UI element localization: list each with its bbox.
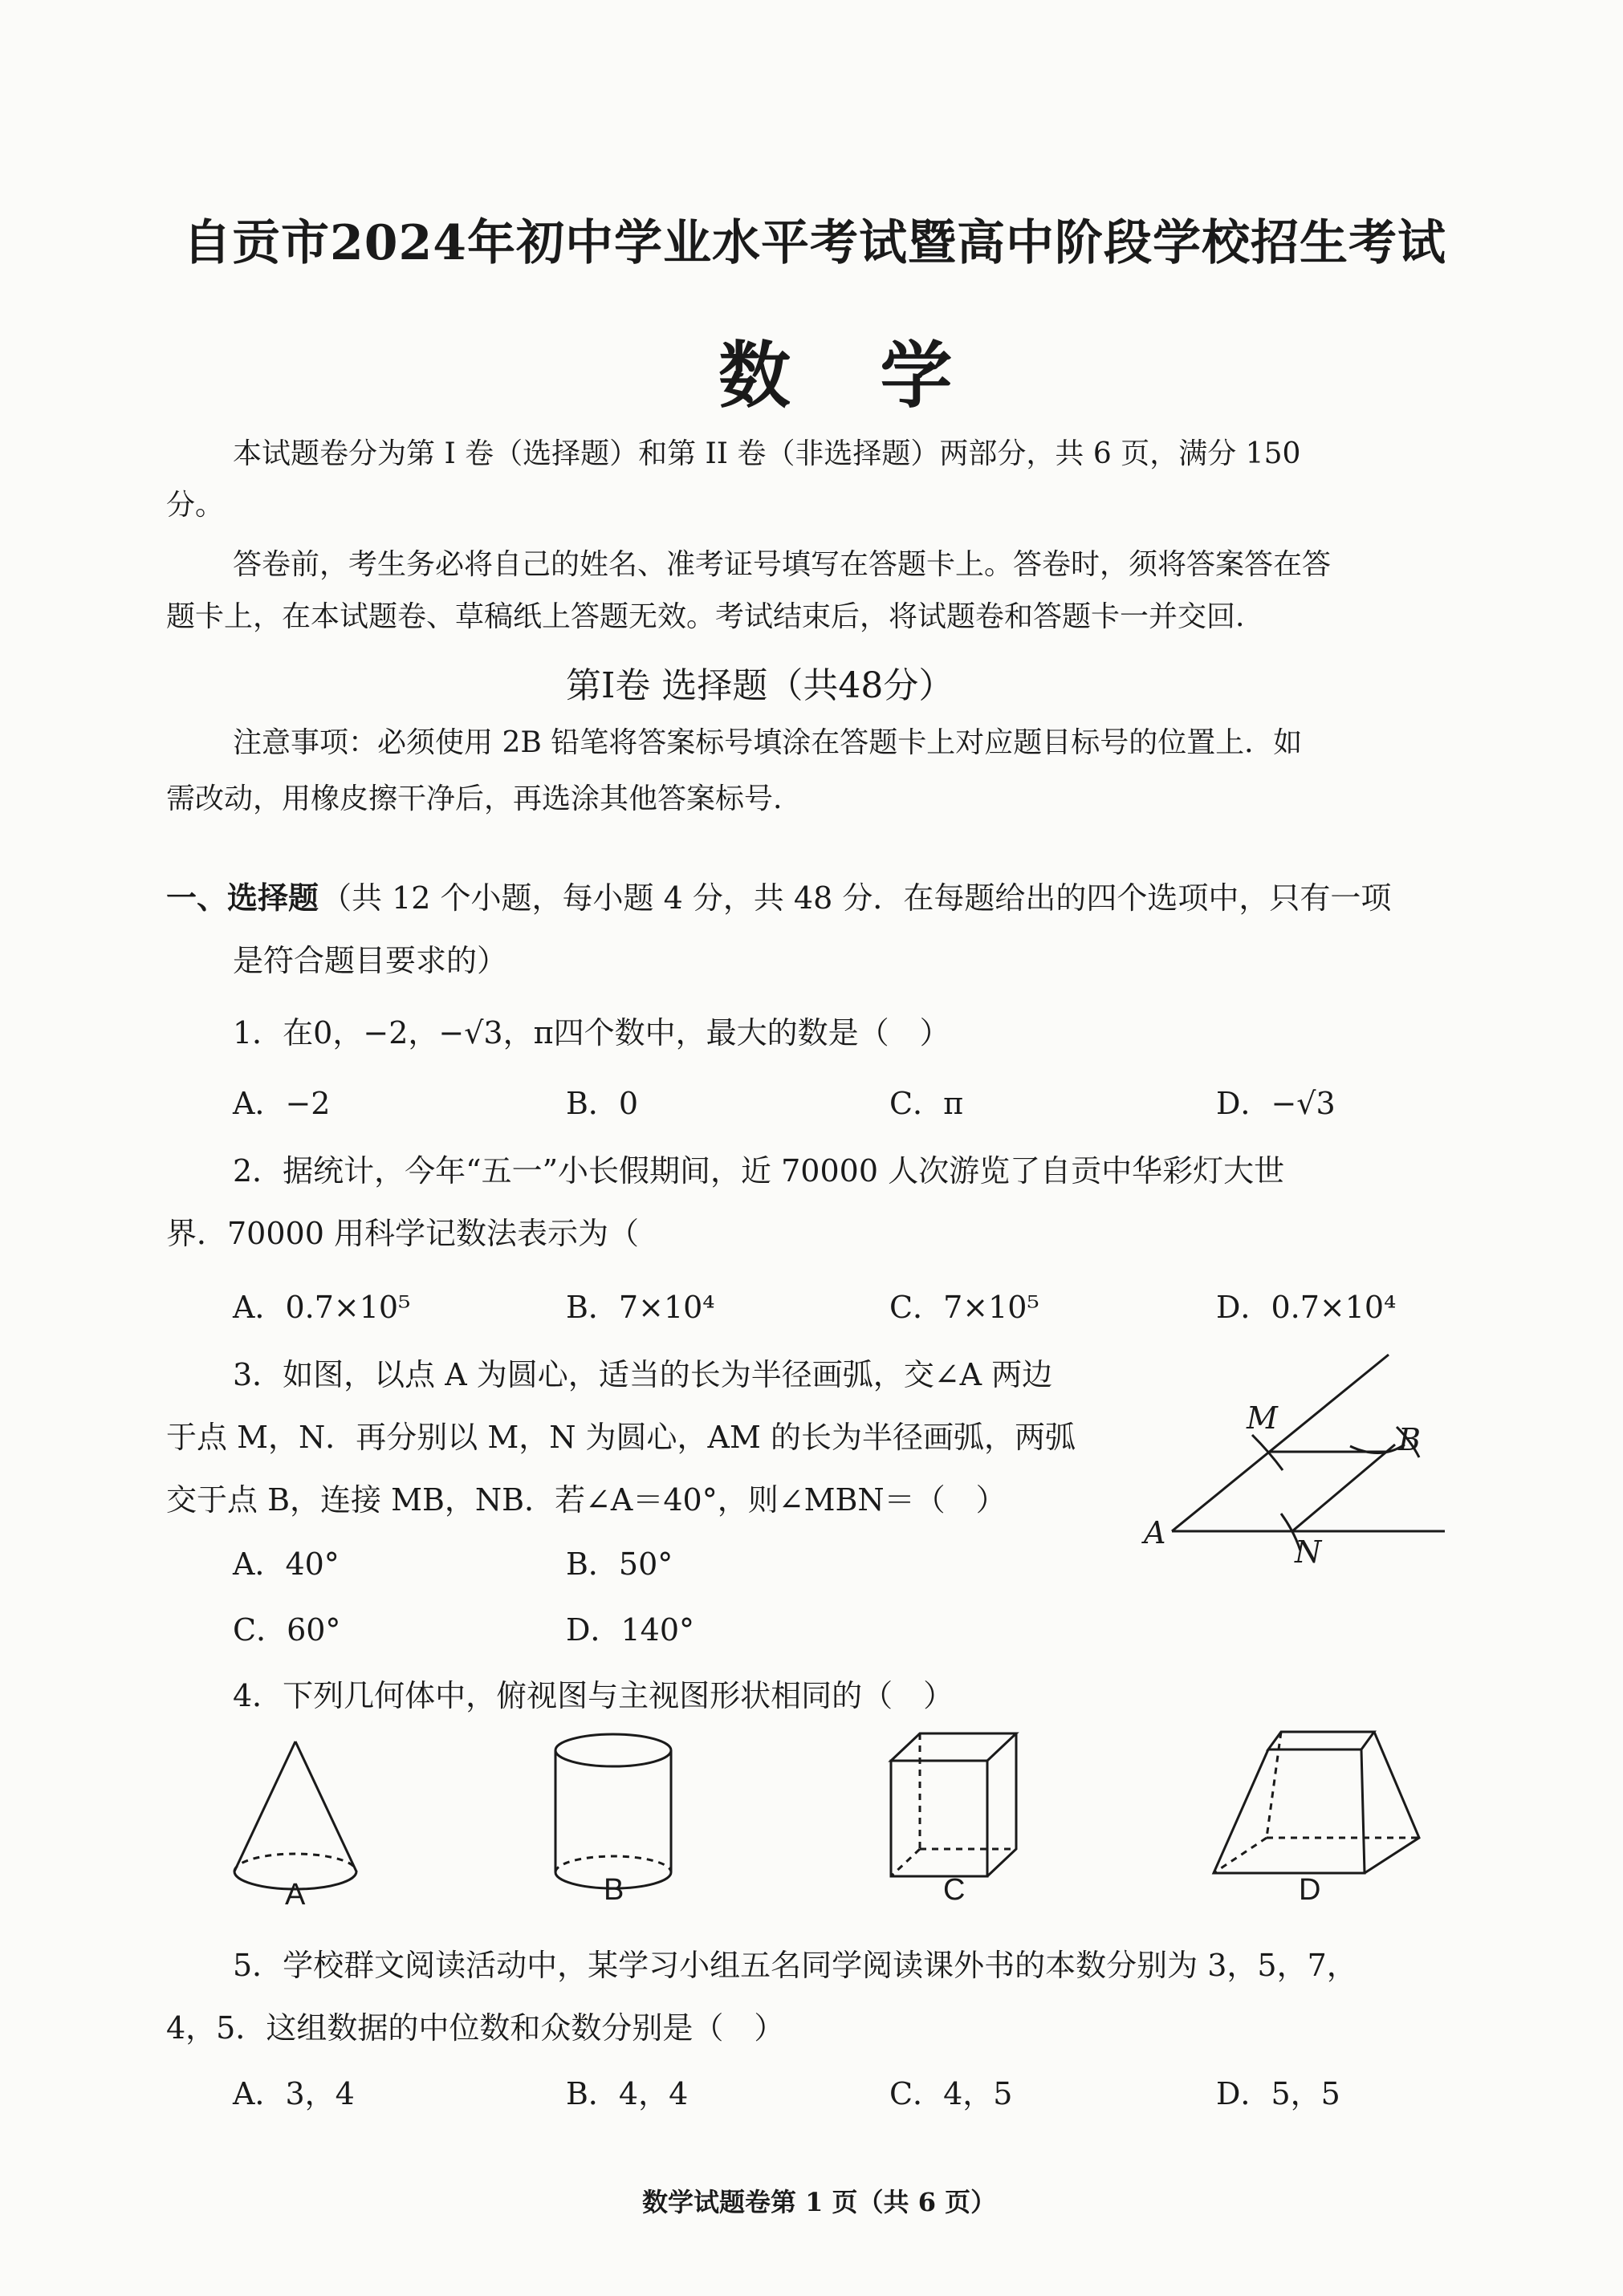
intro-line-1: 本试题卷分为第 I 卷（选择题）和第 II 卷（非选择题）两部分，共 6 页，满分 150	[233, 437, 1301, 470]
subject-title: 数 学	[718, 333, 985, 418]
q3-option-d: D．140°	[566, 1612, 694, 1648]
q3-label-a: A	[1144, 1515, 1166, 1550]
exam-title: 自贡市2024年初中学业水平考试暨高中阶段学校招生考试	[183, 215, 1446, 271]
q5-option-d: D．5，5	[1216, 2076, 1340, 2111]
q1-option-a: A．−2	[233, 1086, 331, 1121]
question-3-stem-line-2: 于点 M，N．再分别以 M，N 为圆心，AM 的长为半径画弧，两弧	[166, 1420, 1076, 1455]
frustum-figure	[1204, 1725, 1429, 1886]
intro-line-3: 答卷前，考生务必将自己的姓名、准考证号填写在答题卡上。答卷时，须将答案答在答	[233, 548, 1332, 581]
q5-option-a: A．3，4	[233, 2076, 355, 2111]
q4-label-a: A	[285, 1878, 306, 1912]
part-label: 一、选择题	[166, 880, 319, 916]
cube-figure	[883, 1725, 1027, 1894]
notice-line-2: 需改动，用橡皮擦干净后，再选涂其他答案标号.	[166, 782, 783, 815]
q2-option-b: B．7×10⁴	[566, 1290, 715, 1325]
q4-label-d: D	[1299, 1873, 1321, 1907]
q2-option-a: A．0.7×10⁵	[233, 1290, 411, 1325]
q4-label-c: C	[943, 1873, 966, 1907]
q1-option-c: C．π	[889, 1086, 964, 1121]
part-desc-1: （共 12 个小题，每小题 4 分，共 48 分．在每题给出的四个选项中，只有一项	[321, 880, 1392, 916]
q3-option-c: C．60°	[233, 1612, 341, 1648]
question-2-stem-line-2: 界．70000 用科学记数法表示为（	[166, 1216, 639, 1251]
page-footer: 数学试题卷第 1 页（共 6 页）	[642, 2187, 997, 2217]
question-5-stem-line-1: 5．学校群文阅读活动中，某学习小组五名同学阅读课外书的本数分别为 3，5，7，	[233, 1948, 1357, 1983]
part-desc-2: 是符合题目要求的）	[233, 943, 508, 978]
q2-option-d: D．0.7×10⁴	[1216, 1290, 1397, 1325]
question-3-stem-line-3: 交于点 B，连接 MB，NB．若∠A＝40°，则∠MBN＝（ ）	[166, 1482, 1007, 1518]
q5-option-b: B．4，4	[566, 2076, 689, 2111]
q1-option-d: D．−√3	[1216, 1086, 1336, 1121]
question-3-stem-line-1: 3．如图，以点 A 为圆心，适当的长为半径画弧，交∠A 两边	[233, 1357, 1053, 1392]
q2-option-c: C．7×10⁵	[889, 1290, 1039, 1325]
section-heading: 第I卷 选择题（共48分）	[566, 665, 954, 706]
cone-figure	[225, 1733, 369, 1894]
q3-label-n: N	[1295, 1534, 1322, 1570]
intro-line-4: 题卡上，在本试题卷、草稿纸上答题无效。考试结束后，将试题卷和答题卡一并交回.	[166, 600, 1245, 633]
notice-line-1: 注意事项：必须使用 2B 铅笔将答案标号填涂在答题卡上对应题目标号的位置上．如	[233, 726, 1303, 759]
q3-label-b: B	[1398, 1422, 1421, 1457]
q1-option-b: B．0	[566, 1086, 639, 1121]
q4-label-b: B	[604, 1873, 624, 1907]
question-5-stem-line-2: 4，5．这组数据的中位数和众数分别是（ ）	[166, 2010, 785, 2046]
q3-option-a: A．40°	[233, 1546, 340, 1582]
intro-line-2: 分。	[166, 489, 225, 522]
q5-option-c: C．4，5	[889, 2076, 1013, 2111]
q3-label-m: M	[1247, 1400, 1278, 1436]
question-1-stem: 1．在0，−2，−√3，π四个数中，最大的数是（ ）	[233, 1015, 950, 1050]
question-2-stem-line-1: 2．据统计，今年“五一”小长假期间，近 70000 人次游览了自贡中华彩灯大世	[233, 1153, 1285, 1189]
question-4-stem: 4．下列几何体中，俯视图与主视图形状相同的（ ）	[233, 1678, 954, 1713]
q3-option-b: B．50°	[566, 1546, 673, 1582]
